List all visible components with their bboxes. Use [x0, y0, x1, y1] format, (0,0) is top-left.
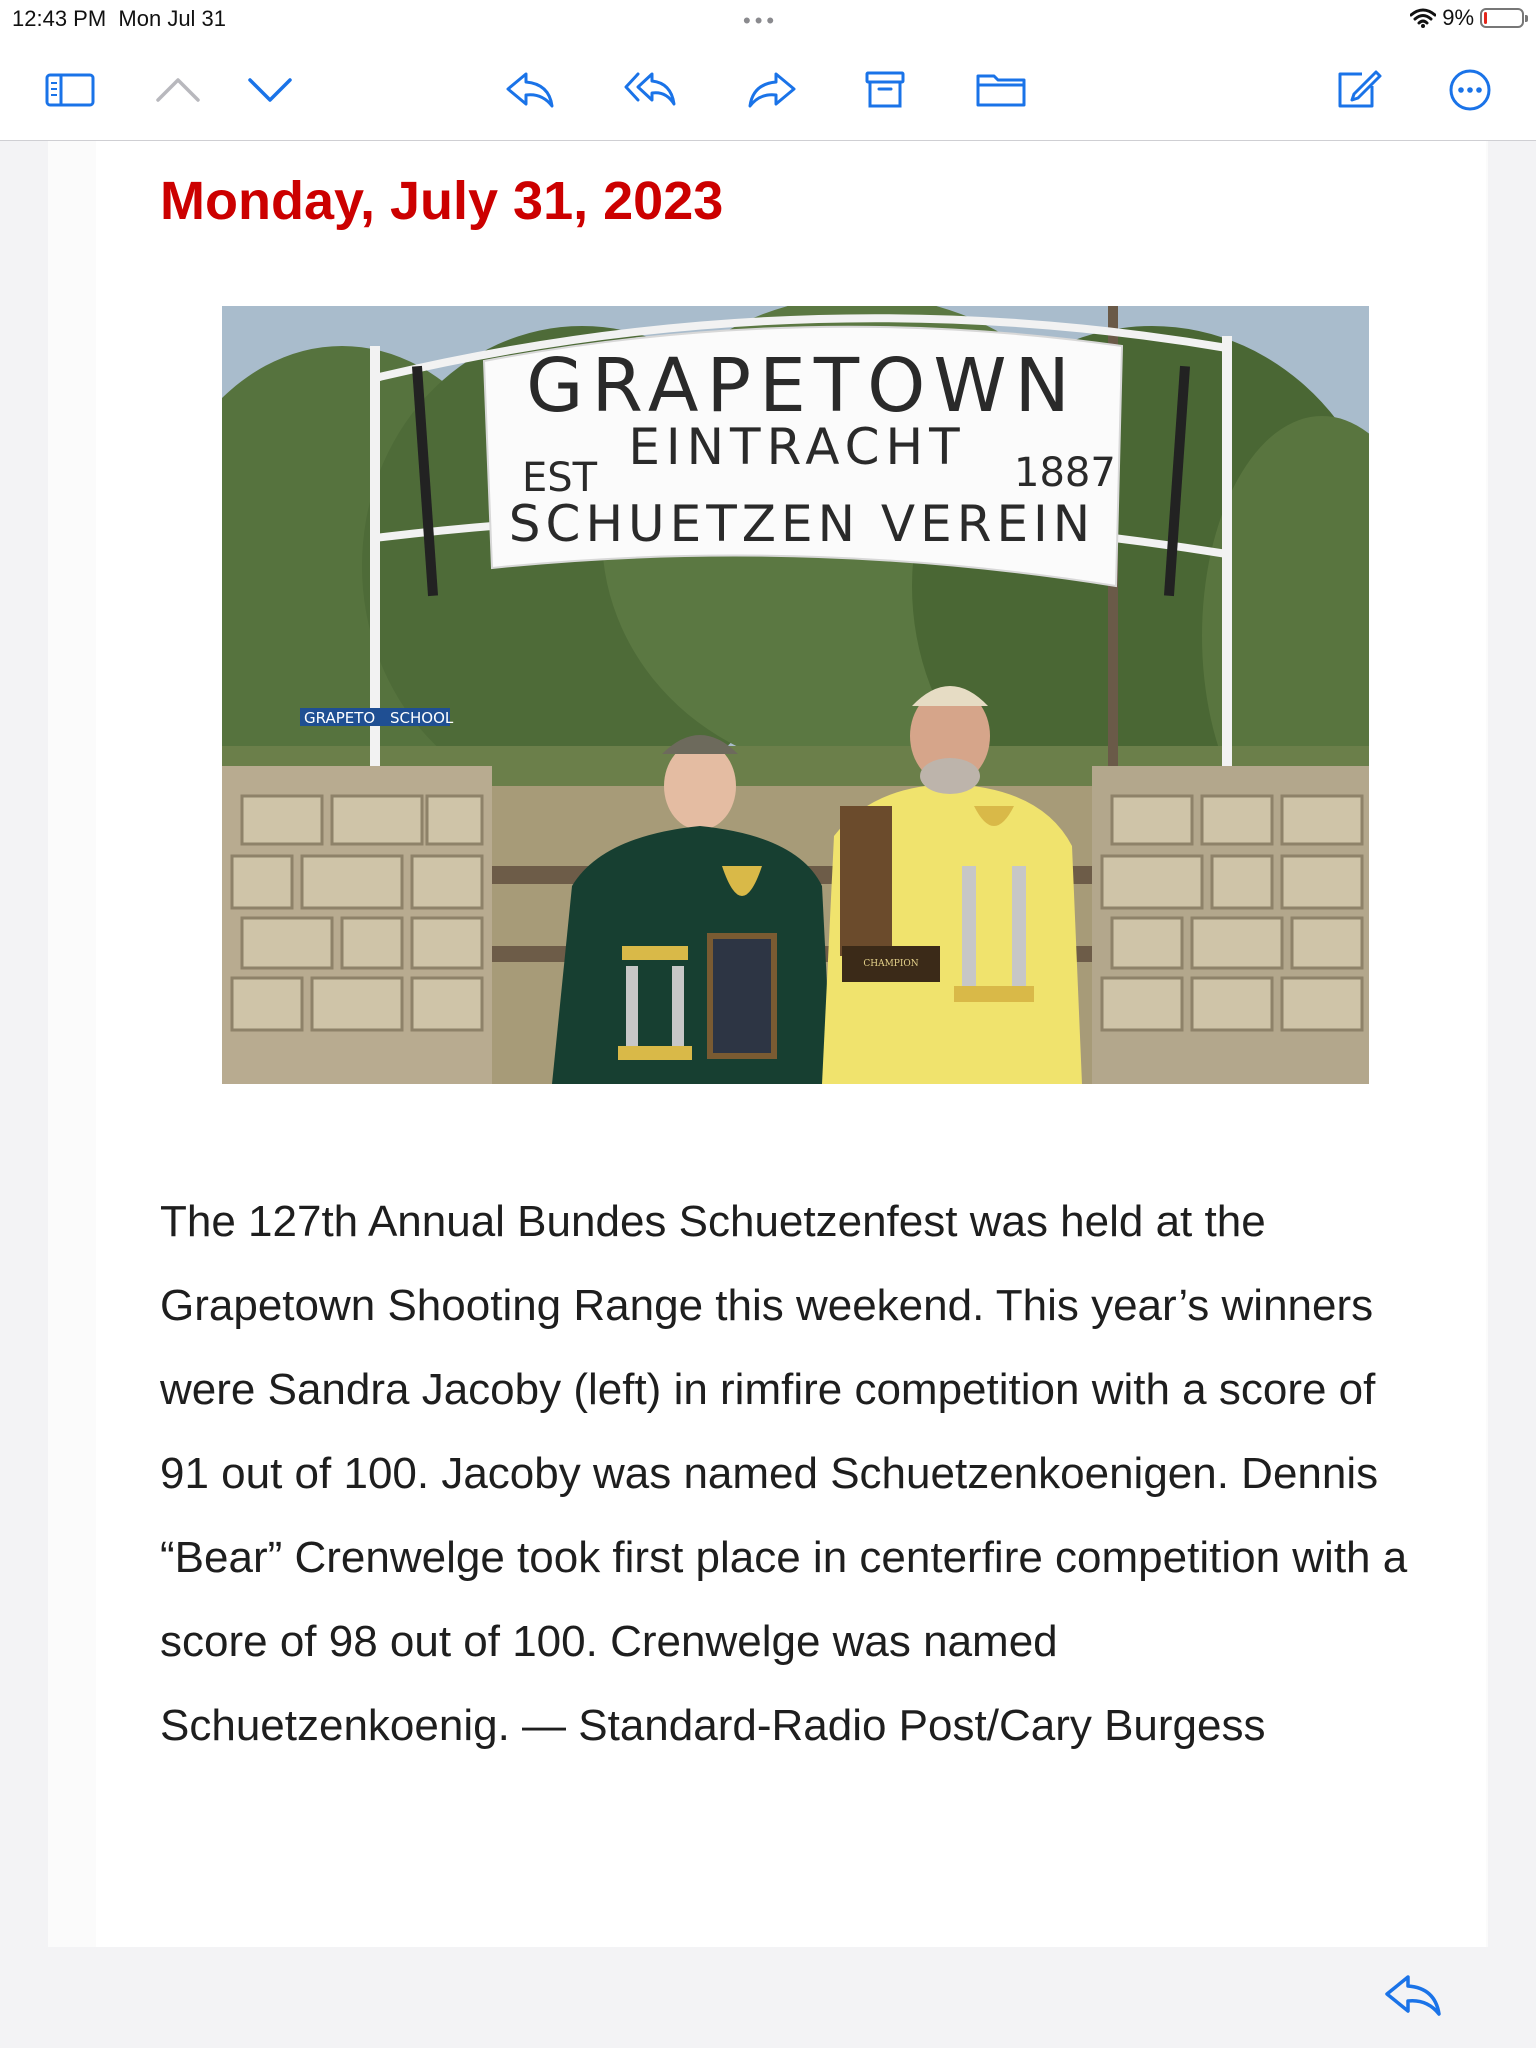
footer-reply-button[interactable]	[1382, 1970, 1444, 2020]
battery-level	[1484, 12, 1487, 24]
article-body: The 127th Annual Bundes Schuetzenfest was held at the Grapetown Shooting Range this weekend. This year’s winners were Sandra Jacoby (left) in rimfire competition with a score of 91 out of 100. Jacoby was named Schuetzenkoenigen. Dennis “Bear” Crenwelge took first place in centerfire competition with a score of 98 out of 100. Crenwelge was named Schuetzenkoenig. — Standard-Radio Post/Cary Burgess	[160, 1197, 1408, 1750]
battery-percent: 9%	[1442, 5, 1474, 30]
reply-icon	[1382, 1970, 1444, 2020]
reply-button[interactable]	[502, 66, 558, 114]
sidebar-icon	[44, 68, 96, 112]
status-bar	[0, 0, 1536, 38]
article-date: Monday, July 31, 2023	[160, 171, 724, 231]
message-footer	[48, 1948, 1488, 2048]
more-actions-button[interactable]	[1442, 66, 1498, 114]
more-icon	[1444, 68, 1496, 112]
reply-icon	[504, 68, 556, 112]
mail-toolbar	[0, 38, 1536, 141]
chevron-down-icon	[244, 68, 296, 112]
forward-button[interactable]	[744, 66, 800, 114]
previous-message-button[interactable]	[150, 66, 206, 114]
folder-icon	[975, 68, 1027, 112]
reply-all-button[interactable]	[622, 66, 678, 114]
article-photo	[222, 306, 1369, 1084]
street-sign-right: SCHOOL	[390, 709, 454, 727]
battery-icon	[1480, 8, 1524, 28]
status-right	[1410, 5, 1524, 31]
sign-year: 1887	[1014, 450, 1116, 496]
archive-button[interactable]	[857, 66, 913, 114]
sidebar-button[interactable]	[42, 66, 98, 114]
reply-all-icon	[624, 68, 676, 112]
compose-icon	[1332, 68, 1384, 112]
street-sign-left: GRAPETO	[304, 709, 376, 727]
forward-icon	[746, 68, 798, 112]
sign-est: EST	[522, 455, 598, 501]
sign-line3: SCHUETZEN VEREIN	[508, 495, 1096, 553]
sign-line2: EINTRACHT	[628, 418, 966, 476]
move-to-folder-button[interactable]	[973, 66, 1029, 114]
multitasking-dots-icon[interactable]: •••	[743, 8, 779, 33]
status-time: 12:43 PM Mon Jul 31	[12, 6, 227, 31]
sign-line1: GRAPETOWN	[526, 343, 1078, 429]
next-message-button[interactable]	[242, 66, 298, 114]
chevron-up-icon	[152, 68, 204, 112]
photo-illustration	[222, 306, 1369, 1084]
plaque-caption: CHAMPION	[863, 959, 919, 969]
wifi-icon	[1410, 8, 1436, 28]
compose-button[interactable]	[1330, 66, 1386, 114]
archive-icon	[859, 68, 911, 112]
